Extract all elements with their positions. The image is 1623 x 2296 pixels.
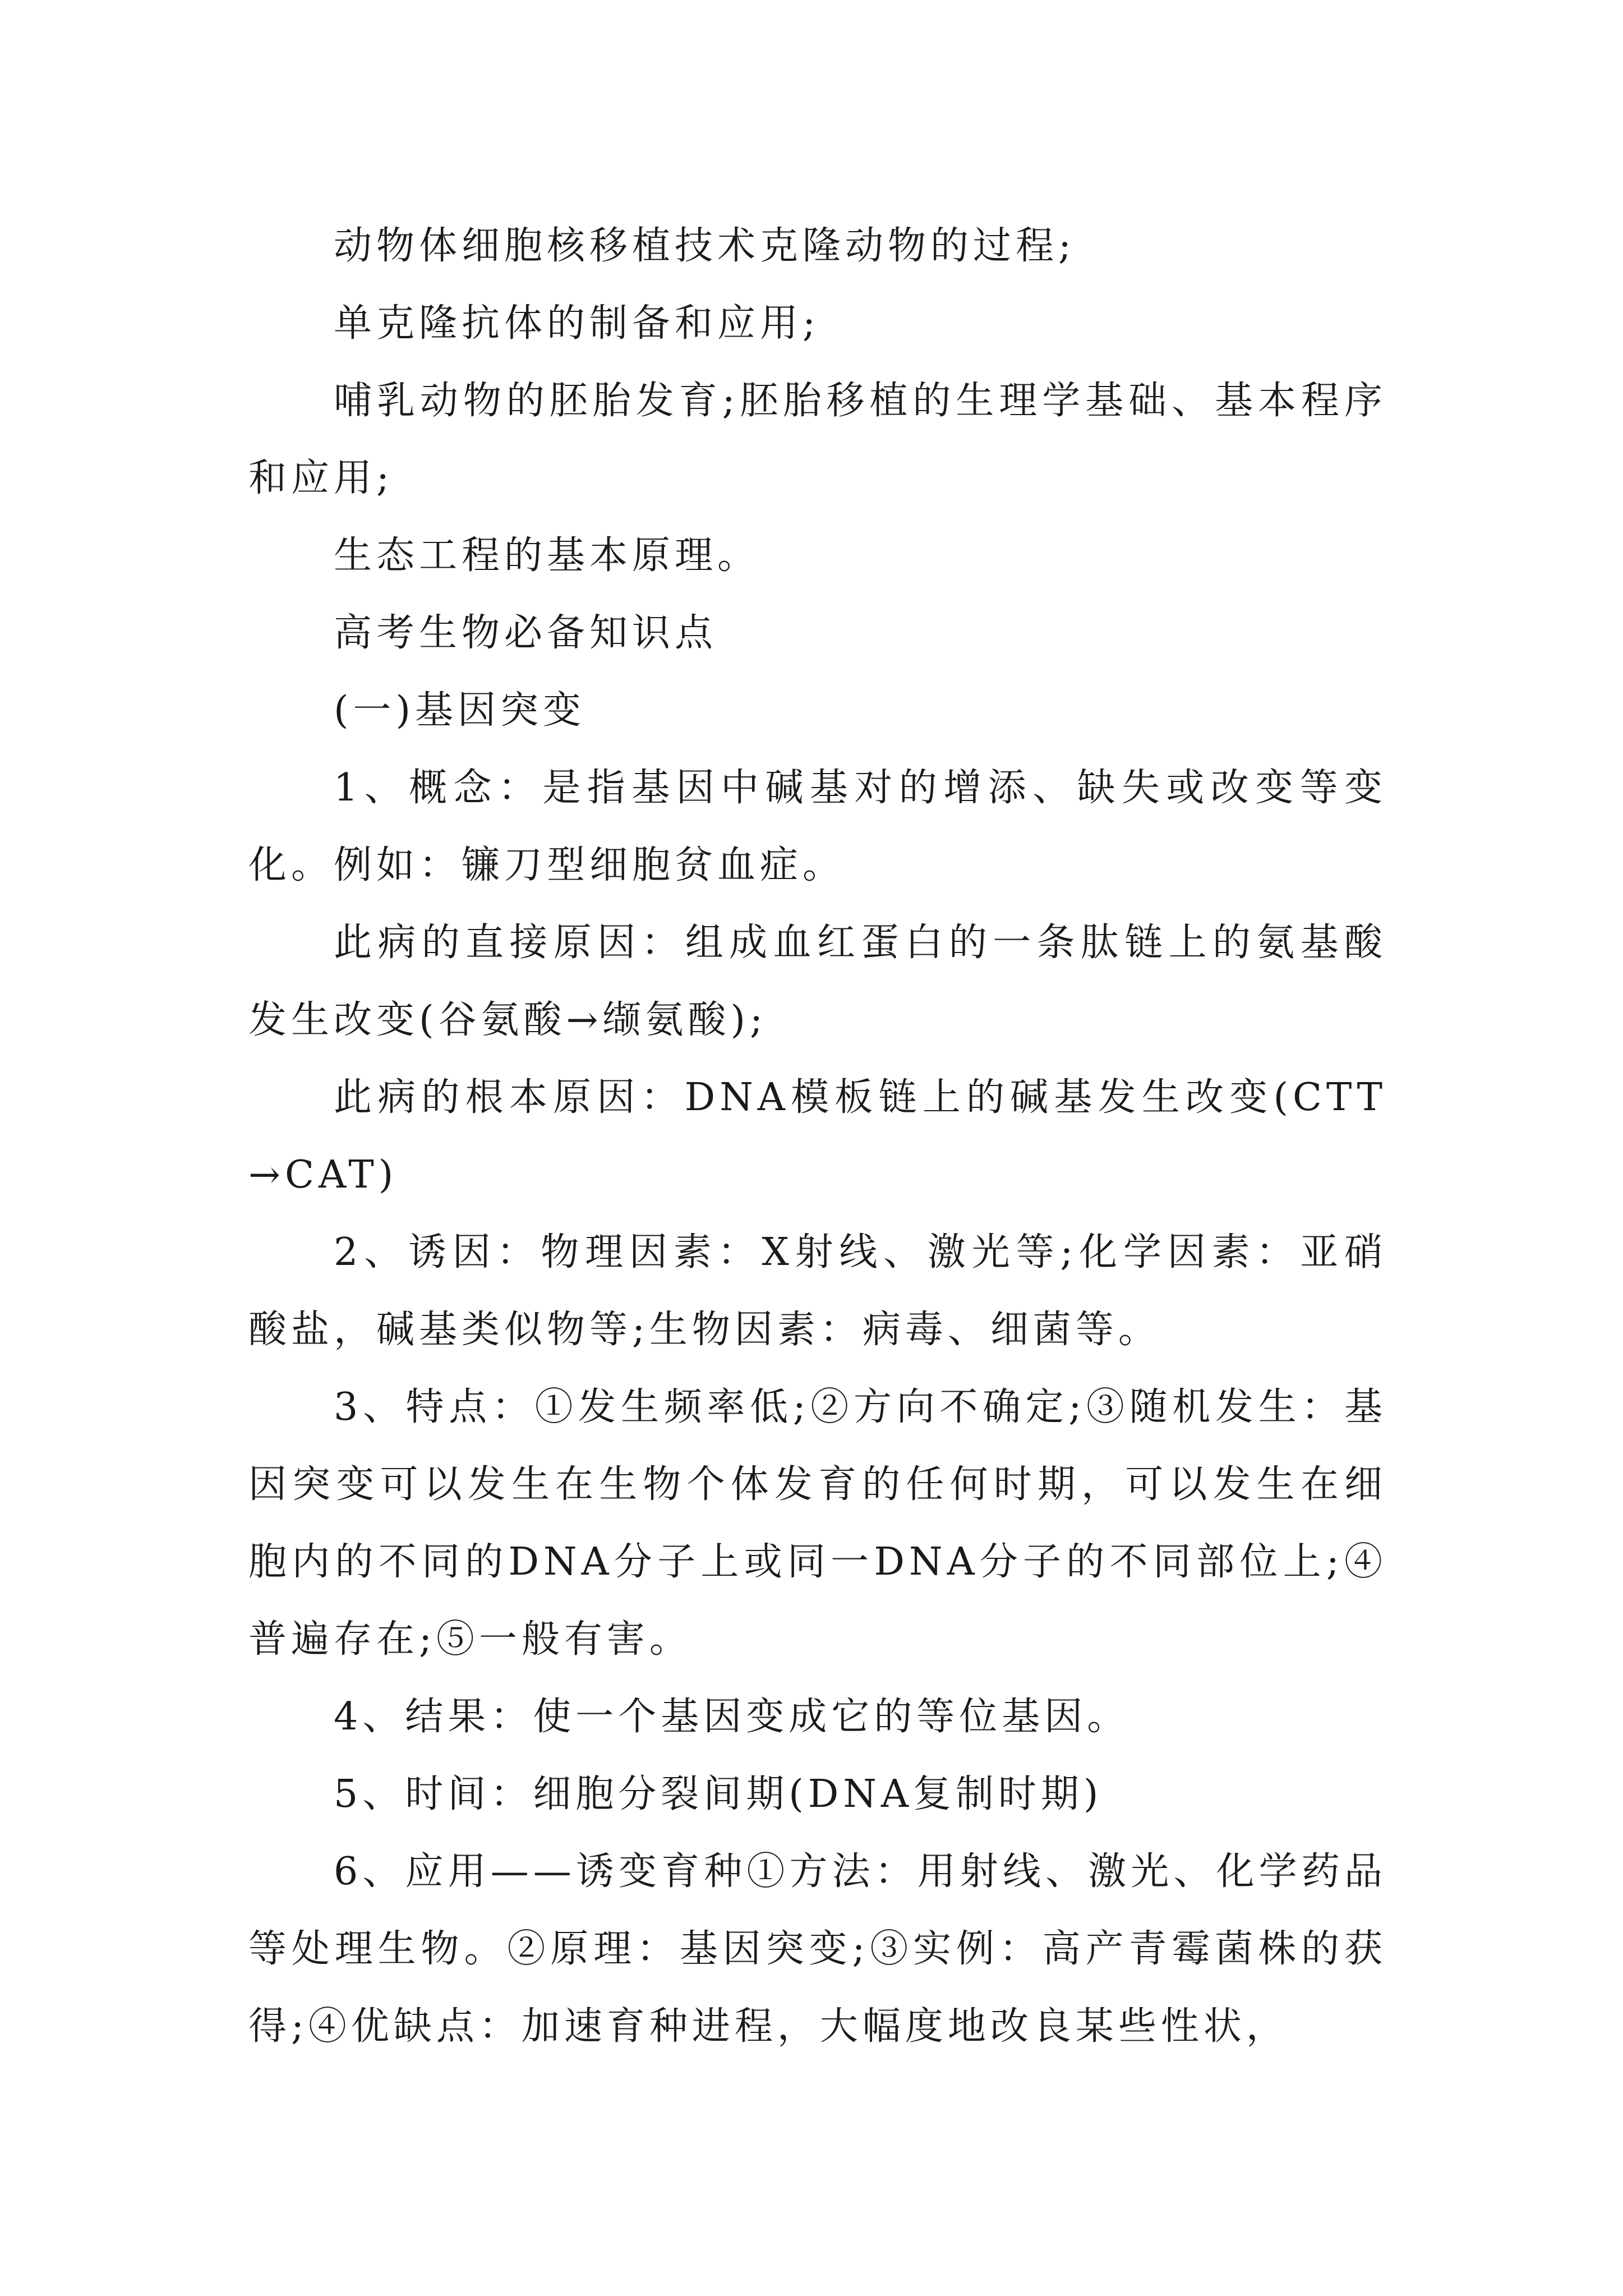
- paragraph-root-cause: 此病的根本原因：DNA模板链上的碱基发生改变(CTT→CAT): [248, 1075, 1387, 1197]
- paragraph-characteristics: 3、特点：①发生频率低;②方向不确定;③随机发生：基因突变可以发生在生物个体发育的任何时期，可以发生在细胞内的不同的DNA分子上或同一DNA分子的不同部位上;④普遍存在;⑤一般有害。: [248, 1385, 1387, 1662]
- paragraph-monoclonal-antibody: 单克隆抗体的制备和应用;: [334, 301, 820, 346]
- paragraph-inducing-factors: 2、诱因：物理因素：X射线、激光等;化学因素：亚硝酸盐，碱基类似物等;生物因素：病毒、细菌等。: [248, 1230, 1387, 1352]
- paragraph-application: 6、应用——诱变育种①方法：用射线、激光、化学药品等处理生物。②原理：基因突变;③实例：高产青霉菌株的获得;④优缺点：加速育种进程，大幅度地改良某些性状，: [248, 1849, 1387, 2049]
- paragraph-timing: 5、时间：细胞分裂间期(DNA复制时期): [334, 1772, 1103, 1816]
- paragraph-concept: 1、概念：是指基因中碱基对的增添、缺失或改变等变化。例如：镰刀型细胞贫血症。: [248, 766, 1387, 887]
- paragraph-ecological-engineering: 生态工程的基本原理。: [334, 533, 760, 578]
- paragraph-embryo-transfer: 哺乳动物的胚胎发育;胚胎移植的生理学基础、基本程序和应用;: [248, 379, 1387, 500]
- section-heading-knowledge-points: 高考生物必备知识点: [334, 611, 718, 655]
- paragraph-direct-cause: 此病的直接原因：组成血红蛋白的一条肽链上的氨基酸发生改变(谷氨酸→缬氨酸);: [248, 921, 1387, 1042]
- subsection-heading-gene-mutation: (一)基因突变: [334, 688, 586, 733]
- paragraph-nuclear-transfer: 动物体细胞核移植技术克隆动物的过程;: [334, 224, 1076, 268]
- paragraph-result: 4、结果：使一个基因变成它的等位基因。: [334, 1695, 1130, 1739]
- document-body: [248, 208, 1387, 2065]
